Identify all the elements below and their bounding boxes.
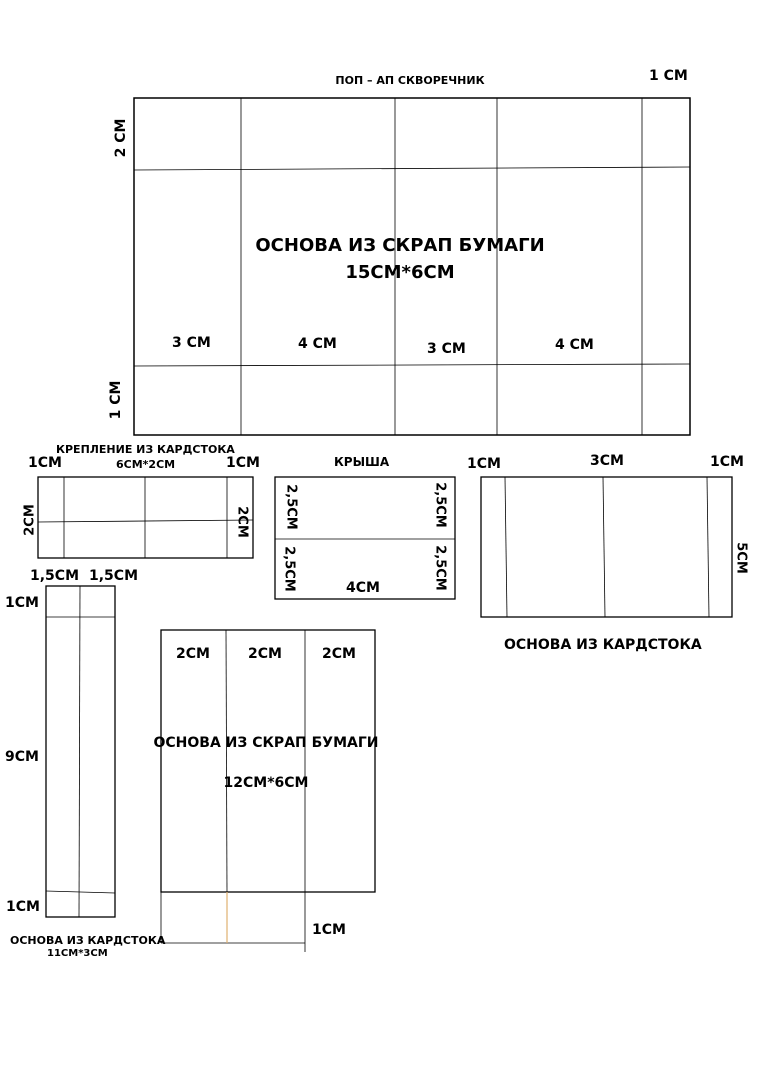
- main-width-3: 3 СМ: [427, 341, 466, 357]
- card-base-caption: ОСНОВА ИЗ КАРДСТОКА: [504, 637, 702, 653]
- scrap2-flap-dim: 1СМ: [312, 922, 346, 938]
- main-left-top-dim: 2 СМ: [113, 118, 129, 158]
- main-base-fold-top: [134, 167, 690, 170]
- strip-caption: ОСНОВА ИЗ КАРДСТОКА: [10, 934, 166, 947]
- strip-top-dim: 1СМ: [5, 595, 39, 611]
- main-base-size: 15СМ*6СМ: [345, 262, 455, 283]
- strip-top-right-dim: 1,5СМ: [89, 568, 139, 584]
- strip-outline: [46, 586, 115, 917]
- main-top-right-dim: 1 СМ: [649, 68, 688, 84]
- card-base-fold-v3: [707, 477, 709, 617]
- roof-title: КРЫША: [334, 455, 390, 469]
- card-base-outline: [481, 477, 732, 617]
- scrap2-col1-dim: 2СМ: [176, 646, 210, 662]
- page-title: ПОП – АП СКВОРЕЧНИК: [335, 74, 485, 87]
- roof-bl-dim: 2,5СМ: [281, 546, 297, 592]
- scrap2-col3-dim: 2СМ: [322, 646, 356, 662]
- strip-top-left-dim: 1,5СМ: [30, 568, 80, 584]
- mount-outline: [38, 477, 253, 558]
- main-width-4: 4 СМ: [555, 337, 594, 353]
- main-left-bottom-dim: 1 СМ: [108, 380, 124, 420]
- roof-tl-dim: 2,5СМ: [283, 484, 299, 530]
- card-base-mid-dim: 3СМ: [590, 453, 624, 469]
- strip-caption-size: 11СМ*3СМ: [47, 948, 108, 959]
- mount-fold-h: [38, 520, 253, 522]
- roof-bottom-dim: 4СМ: [346, 580, 380, 596]
- card-base-fold-v1: [505, 477, 507, 617]
- card-base-fold-v2: [603, 477, 605, 617]
- mount-left-dim: 1СМ: [28, 455, 62, 471]
- scrap2-label: ОСНОВА ИЗ СКРАП БУМАГИ: [153, 735, 379, 751]
- strip-bottom-dim: 1СМ: [6, 899, 40, 915]
- mount-size: 6СМ*2СМ: [116, 458, 176, 471]
- card-base-side-dim: 5СМ: [733, 542, 749, 574]
- roof-tr-dim: 2,5СМ: [432, 482, 448, 528]
- card-base-left-dim: 1СМ: [467, 456, 501, 472]
- scrap-base2-fold-v1: [226, 630, 227, 892]
- scrap2-col2-dim: 2СМ: [248, 646, 282, 662]
- card-base-right-dim: 1СМ: [710, 454, 744, 470]
- mount-side-left-dim: 2СМ: [22, 504, 38, 536]
- main-width-1: 3 СМ: [172, 335, 211, 351]
- roof-br-dim: 2,5СМ: [432, 545, 448, 591]
- strip-fold-v: [79, 586, 80, 917]
- main-width-2: 4 СМ: [298, 336, 337, 352]
- scrap2-size: 12СМ*6СМ: [223, 775, 309, 791]
- strip-mid-dim: 9СМ: [5, 749, 39, 765]
- mount-right-dim: 1СМ: [226, 455, 260, 471]
- main-base-label: ОСНОВА ИЗ СКРАП БУМАГИ: [255, 235, 545, 256]
- scrap-base2-outline: [161, 630, 375, 892]
- mount-side-right-dim: 2СМ: [234, 506, 250, 538]
- mount-title: КРЕПЛЕНИЕ ИЗ КАРДСТОКА: [56, 443, 235, 456]
- main-base-fold-bottom: [134, 364, 690, 366]
- strip-fold-bottom: [46, 891, 115, 893]
